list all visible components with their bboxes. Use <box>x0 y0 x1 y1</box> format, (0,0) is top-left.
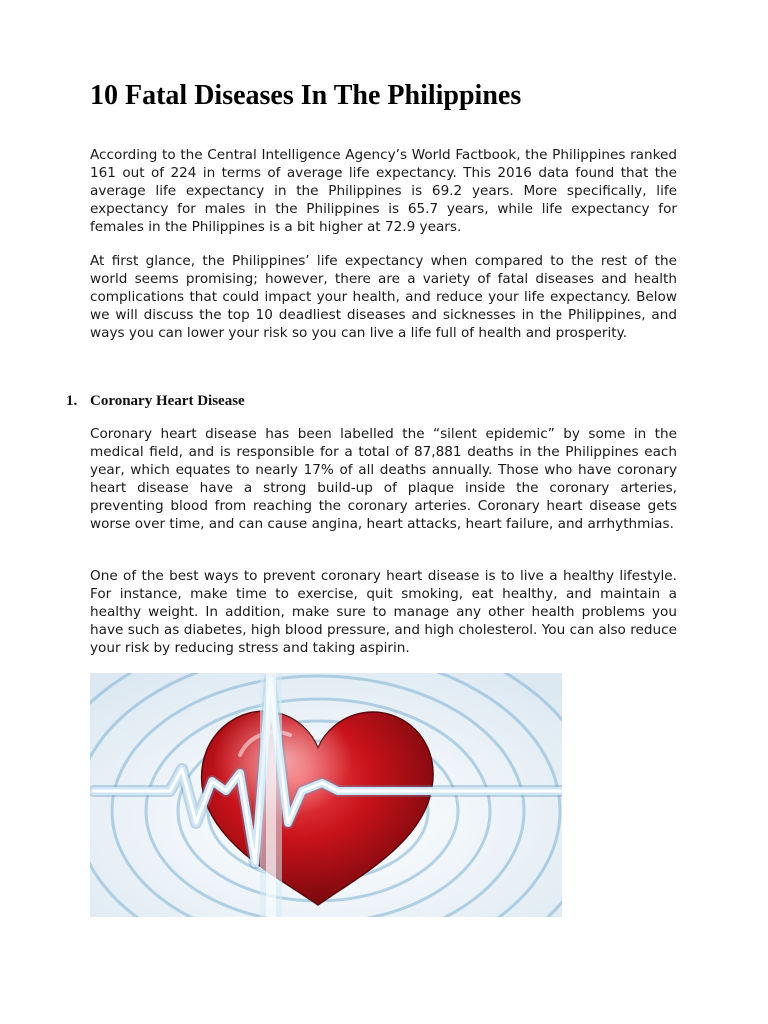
heart-pulse-image <box>90 673 562 917</box>
vertical-pulse-bar <box>260 673 282 917</box>
document-page <box>66 0 677 1024</box>
section-number: 1. <box>66 393 78 409</box>
intro-paragraph-2: At first glance, the Philippines’ life expectancy when compared to the rest of the world seems promising; however, there are a variety of fatal diseases and health complications that could impact your health, and reduce your life expectancy. Below we will discuss the top 10 deadliest diseases and sicknesses in the Philippines, and ways you can lower your risk so you can live a life full of health and prosperity. <box>90 253 677 341</box>
document-title: 10 Fatal Diseases In The Philippines <box>90 80 522 111</box>
intro-paragraph-1: According to the Central Intelligence Agency’s World Factbook, the Philippines ranked 161 out of 224 in terms of average life expectancy. This 2016 data found that the average life expectancy in the Philippines is 69.2 years. More specifically, life expectancy for males in the Philippines is 65.7 years, while life expectancy for females in the Philippines is a bit higher at 72.9 years. <box>90 147 677 235</box>
section-paragraph-2: One of the best ways to prevent coronary heart disease is to live a healthy lifestyle. For instance, make time to exercise, quit smoking, eat healthy, and maintain a healthy weight. In addition, make sure to manage any other health problems you have such as diabetes, high blood pressure, and high cholesterol. You can also reduce your risk by reducing stress and taking aspirin. <box>90 568 677 656</box>
section-paragraph-1: Coronary heart disease has been labelled the “silent epidemic” by some in the medical field, and is responsible for a total of 87,881 deaths in the Philippines each year, which equates to nearly 17% of all deaths annually. Those who have coronary heart disease have a strong build-up of plaque inside the coronary arteries, preventing blood from reaching the coronary arteries. Coronary heart disease gets worse over time, and can cause angina, heart attacks, heart failure, and arrhythmias. <box>90 426 677 532</box>
section-title: Coronary Heart Disease <box>90 393 245 409</box>
section-heading-coronary-heart-disease <box>66 391 245 411</box>
heart-pulse-illustration <box>90 673 562 917</box>
